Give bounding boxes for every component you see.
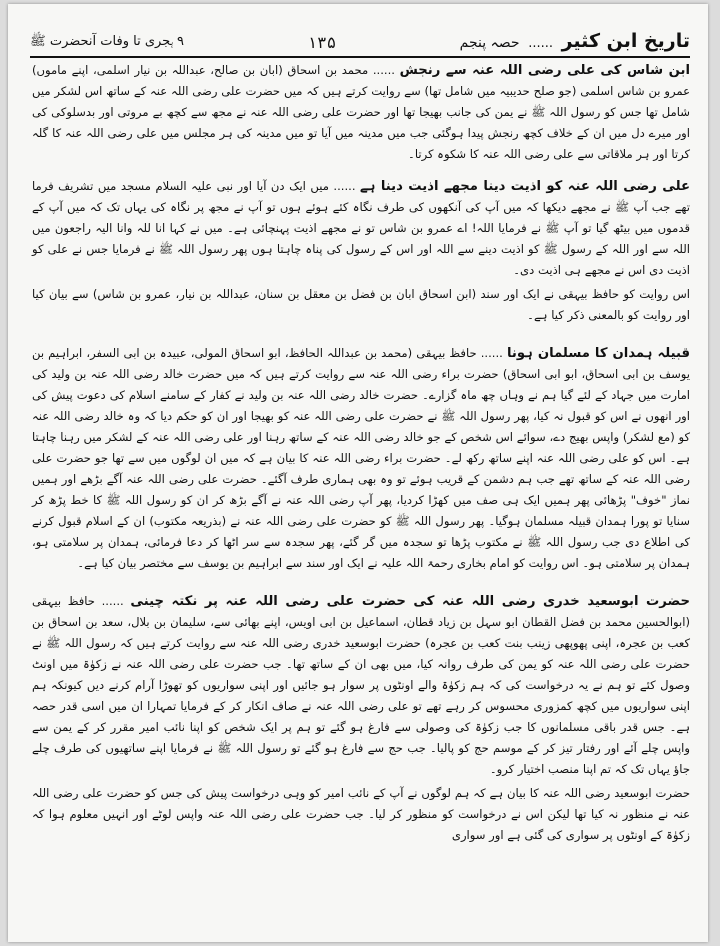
book-title: تاریخ ابن کثیر	[561, 30, 690, 52]
section-2-text-1: ...... حافظ بیہقی (محمد بن عبداللہ الحافظ، ابو اسحاق المولی، عبیدہ بن ابی السفر، ابراہیم بن یوسف بن ابی اسحاق، ابو ابی اسحاق) حضرت براء رضی اللہ عنہ سے روایت کرتے ہیں کہ میں حضرت خالد رضی اللہ عنہ بن ولید کی امارت میں جہاد کے لئے گیا ہم نے وہاں چھ ماہ گزارے۔ حضرت خالد رضی اللہ عنہ بن ولید نے کفار کے سامنے اسلام کی دعوت پیش کی اور انھوں نے اس کو قبول نہ کیا، پھر رسول اللہ ﷺ نے حضرت علی رضی اللہ عنہ کو بھیجا اور ان کو حکم دیا کہ وہ خالد رضی اللہ عنہ کو (مع لشکر) واپس بھیج دے، سوائے اس شخص کے جو خالد رضی اللہ عنہ کے ساتھ رہنا اور علی رضی اللہ عنہ کے لشکر میں رہنا چاہتا ہے۔ اس کو علی رضی اللہ عنہ اپنے ساتھ رکھ لے۔ حضرت براء رضی اللہ عنہ کا بیان ہے کہ میں ان لوگوں میں سے تھا جو حضرت علی رضی اللہ عنہ کے ساتھ تھے جب ہم دشمن کے قریب ہوئے تو وہ بھی ہماری طرف آگئے۔ حضرت علی رضی اللہ عنہ آگے بڑھے اور ہمیں نماز "خوف" پڑھائی پھر ہمیں ایک ہی صف میں کھڑا کردیا، پھر آپ رضی اللہ عنہ نے آگے بڑھ کر ان کو رسول اللہ ﷺ کا خط پڑھ کر سنایا تو پورا ہمدان قبیلہ مسلمان ہوگیا۔ پھر رسول اللہ ﷺ کو حضرت علی رضی اللہ عنہ نے (بذریعہ مکتوب) ان کے اسلام قبول کرنے کی اطلاع دی جب رسول اللہ ﷺ نے مکتوب پڑھا تو سجدہ میں گر گئے، پھر سجدہ سے سر اٹھا کر دعا فرمائی، ہمدان پر سلامتی ہو، ہمدان پر سلامتی ہو۔ اس روایت کو امام بخاری رحمۃ اللہ علیہ نے ایک اور سند سے ابراہیم بن یوسف سے مختصر بیان کیا ہے۔	[32, 346, 690, 570]
page-body	[32, 60, 690, 936]
section-3-paragraph-2	[32, 783, 690, 846]
section-3-paragraph-1	[32, 591, 690, 780]
section-1-heading: ابن شاس کی علی رضی اللہ عنہ سے رنجش	[399, 63, 691, 78]
document-page	[8, 4, 708, 942]
book-part: حصہ پنجم	[459, 35, 520, 51]
section-2-paragraph-1	[32, 343, 690, 574]
section-1-paragraph-3	[32, 284, 690, 326]
header-book-title-group	[460, 30, 690, 52]
section-1-text-2: ...... میں ایک دن آیا اور نبی علیہ السلام مسجد میں تشریف فرما تھے جب آپ ﷺ نے مجھے دیکھا کہ میں آپ کی آنکھوں کی طرف نگاہ کئے ہوئے ہوں تو آپ نے مجھ پر نگاہ کی یہاں تک کہ میں آپ کے قدموں میں بیٹھ گیا تو آپ ﷺ نے فرمایا اللہ! اے عمرو بن شاس تو نے مجھے اذیت پہنچائی ہے۔ میں نے کہا انا للہ وانا الیہ راجعون میں اللہ سے اور اللہ کے رسول ﷺ کو اذیت دینے سے اللہ اور اس کے رسول کی پناہ چاہتا ہوں پھر رسول اللہ ﷺ نے فرمایا جس نے علی کو اذیت دی اس نے مجھے ہی اذیت دی۔	[32, 179, 690, 277]
section-1-subheading: علی رضی اللہ عنہ کو اذیت دینا مجھے اذیت دینا ہے	[360, 179, 691, 194]
section-2-heading: قبیلہ ہمدان کا مسلمان ہونا	[506, 346, 691, 361]
section-1-text-3: اس روایت کو حافظ بیہقی نے ایک اور سند (ابن اسحاق ابان بن فضل بن معقل بن سنان، عبداللہ بن نیار، عمرو بن شاس) سے بیان کیا اور روایت کو بالمعنی ذکر کیا ہے۔	[32, 287, 690, 322]
section-1-text-1: ...... محمد بن اسحاق (ابان بن صالح، عبداللہ بن نیار اسلمی، اپنے ماموں) عمرو بن شاس اسلمی (جو صلح حدیبیہ میں شامل تھا) سے روایت کرتے ہیں کہ میں حضرت علی رضی اللہ عنہ کے ساتھ اس لشکر میں شامل تھا جس کو رسول اللہ ﷺ نے یمن کی جانب بھیجا تھا اور حضرت علی رضی اللہ عنہ نے مجھ سے کچھ بے مروتی اور بدسلوکی کی اور میرے دل میں ان کے خلاف کچھ رنجش پیدا ہوگئی جب میں مدینہ میں آیا تو میں مدینہ کی ہر مجلس میں علی رضی اللہ عنہ کا گلہ کرتا اور ہر ملاقاتی سے علی رضی اللہ عنہ کا شکوہ کرتا۔	[32, 63, 690, 161]
section-1-paragraph-1	[32, 60, 690, 165]
section-3-text-1: ...... حافظ بیہقی (ابوالحسین محمد بن فضل القطان ابو سہل بن زیاد قطان، اسماعیل بن ابی اویس، اپنے بھائی سے، سلیمان بن بلال، سعد بن اسحاق بن کعب بن عجرہ، اپنی پھوپھی زینب بنت کعب بن عجرہ) حضرت ابوسعید خدری رضی اللہ عنہ سے روایت کرتے ہیں کہ رسول اللہ ﷺ نے حضرت علی رضی اللہ عنہ کو یمن کی طرف روانہ کیا، میں بھی ان کے ساتھ تھا۔ جب حضرت علی رضی اللہ عنہ نے زکوٰۃ میں اونٹ وصول کئے تو ہم نے یہ درخواست کی کہ ہم زکوٰۃ والے اونٹوں پر سوار ہو جائیں اور اپنی سواریوں کو تھوڑا آرام کرنے دیں کیونکہ ہم اپنی سواریوں میں کچھ کمزوری محسوس کر رہے تھے تو علی رضی اللہ عنہ نے صاف انکار کر کے فرمایا تمہارا ان میں اسی قدر حصہ ہے۔ جس قدر باقی مسلمانوں کا جب زکوٰۃ کی وصولی سے فارغ ہو گئے تو ہم پر ایک شخص کو اپنا نائب امیر مقرر کر کے یمن سے واپس چلے آئے اور رفتار تیز کر کے موسم حج کو پالیا۔ جب حج سے فارغ ہو گئے تو رسول اللہ ﷺ نے فرمایا اپنے ساتھیوں کی طرف چلے جاؤ یہاں تک کہ تم اپنا منصب اختیار کرو۔	[32, 594, 690, 776]
section-1-paragraph-2	[32, 176, 690, 281]
header-separator: ......	[528, 36, 553, 51]
page-number: ١٣۵	[307, 33, 337, 52]
page-header	[30, 12, 690, 58]
chapter-title: ٩ ہجری تا وفات آنحضرت ﷺ	[30, 34, 184, 49]
section-3-heading: حضرت ابوسعید خدری رضی اللہ عنہ کی حضرت علی رضی اللہ عنہ پر نکتہ چینی	[130, 594, 691, 609]
section-3-text-2: حضرت ابوسعید رضی اللہ عنہ کا بیان ہے کہ ہم لوگوں نے آپ کے نائب امیر کو وہی درخواست پیش کی جس کو حضرت علی رضی اللہ عنہ نے منظور نہ کیا تھا لیکن اس نے درخواست کو منظور کر لیا۔ جب حضرت علی رضی اللہ عنہ واپس لوٹے اور انہیں معلوم ہوا کہ زکوٰۃ کے اونٹوں پر سواری کی گئی ہے اور سواری	[32, 786, 690, 842]
